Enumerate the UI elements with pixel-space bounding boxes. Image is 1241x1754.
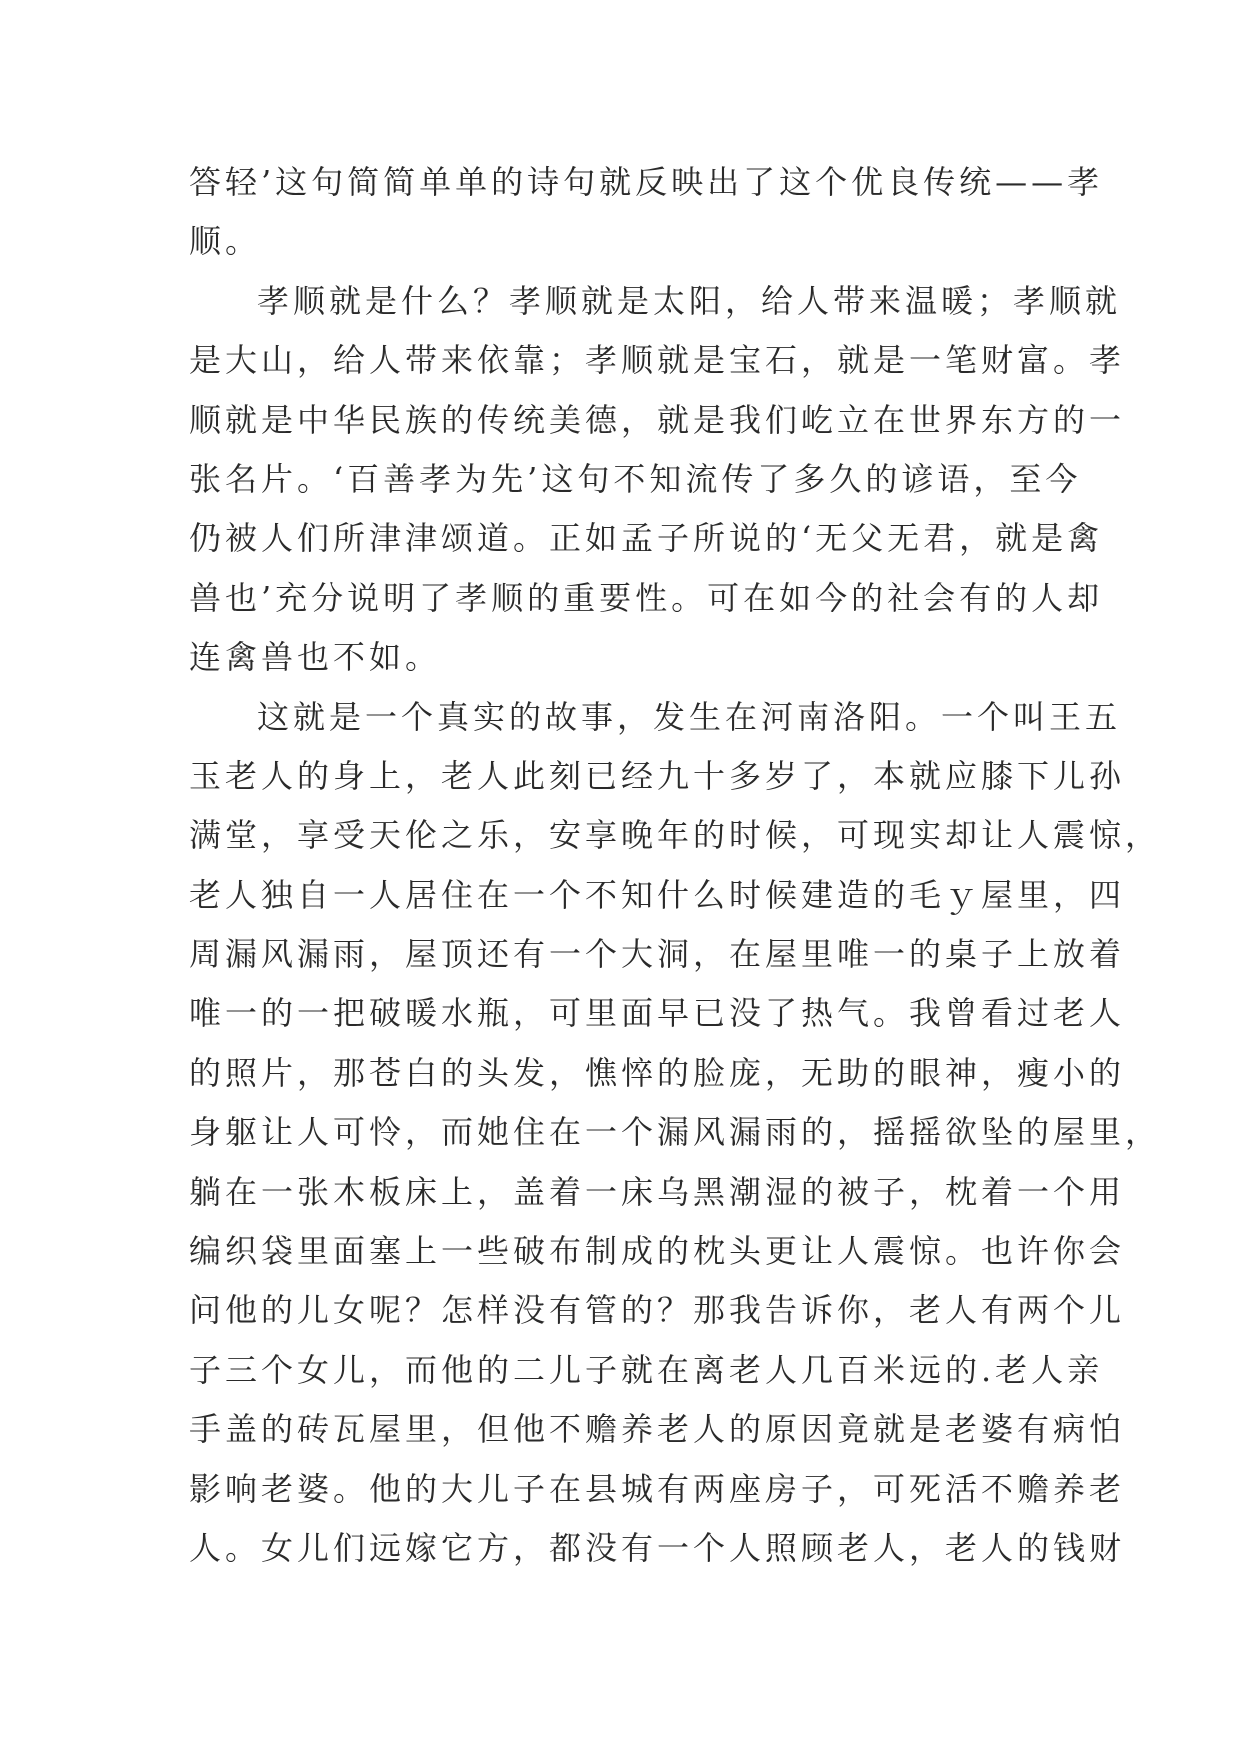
text-line: 仍被人们所津津颂道。正如孟子所说的‘无父无君，就是禽	[189, 519, 1104, 558]
body-text	[189, 153, 1162, 1578]
text-line: 唯一的一把破暖水瓶，可里面早已没了热气。我曾看过老人	[189, 994, 1126, 1033]
text-line: 躺在一张木板床上，盖着一床乌黑潮湿的被子，枕着一个用	[189, 1172, 1126, 1211]
text-line: 连禽兽也不如。	[189, 638, 442, 677]
text-line: 这就是一个真实的故事，发生在河南洛阳。一个叫王五	[257, 697, 1122, 736]
text-line: 问他的儿女呢？怎样没有管的？那我告诉你，老人有两个儿	[189, 1291, 1126, 1330]
text-line: 兽也’充分说明了孝顺的重要性。可在如今的社会有的人却	[189, 578, 1104, 617]
text-line: 顺。	[189, 222, 262, 261]
text-line: 顺就是中华民族的传统美德，就是我们屹立在世界东方的一	[189, 400, 1126, 439]
text-line: 手盖的砖瓦屋里，但他不赡养老人的原因竟就是老婆有病怕	[189, 1410, 1126, 1449]
text-line: 身躯让人可怜，而她住在一个漏风漏雨的，摇摇欲坠的屋里，	[189, 1113, 1162, 1152]
text-line: 人。女儿们远嫁它方，都没有一个人照顾老人，老人的钱财	[189, 1528, 1126, 1567]
text-line: 玉老人的身上，老人此刻已经九十多岁了，本就应膝下儿孙	[189, 756, 1126, 795]
text-line: 孝顺就是什么？孝顺就是太阳，给人带来温暖；孝顺就	[257, 281, 1122, 320]
text-line: 老人独自一人居住在一个不知什么时候建造的毛ｙ屋里，四	[189, 875, 1126, 914]
paragraph-1	[189, 153, 1104, 272]
text-line: 周漏风漏雨，屋顶还有一个大洞，在屋里唯一的桌子上放着	[189, 935, 1126, 974]
text-line: 满堂，享受天伦之乐，安享晚年的时候，可现实却让人震惊，	[189, 816, 1162, 855]
paragraph-2	[189, 272, 1126, 688]
text-line: 答轻’这句简简单单的诗句就反映出了这个优良传统——孝	[189, 163, 1104, 201]
text-line: 编织袋里面塞上一些破布制成的枕头更让人震惊。也许你会	[189, 1232, 1126, 1271]
text-line: 张名片。‘百善孝为先’这句不知流传了多久的谚语，至今	[189, 459, 1082, 498]
text-line: 的照片，那苍白的头发，憔悴的脸庞，无助的眼神，瘦小的	[189, 1053, 1126, 1092]
text-line: 子三个女儿，而他的二儿子就在离老人几百米远的.老人亲	[189, 1350, 1104, 1389]
text-line: 影响老婆。他的大儿子在县城有两座房子，可死活不赡养老	[189, 1469, 1126, 1508]
text-line: 是大山，给人带来依靠；孝顺就是宝石，就是一笔财富。孝	[189, 341, 1126, 380]
paragraph-3	[189, 688, 1162, 1579]
